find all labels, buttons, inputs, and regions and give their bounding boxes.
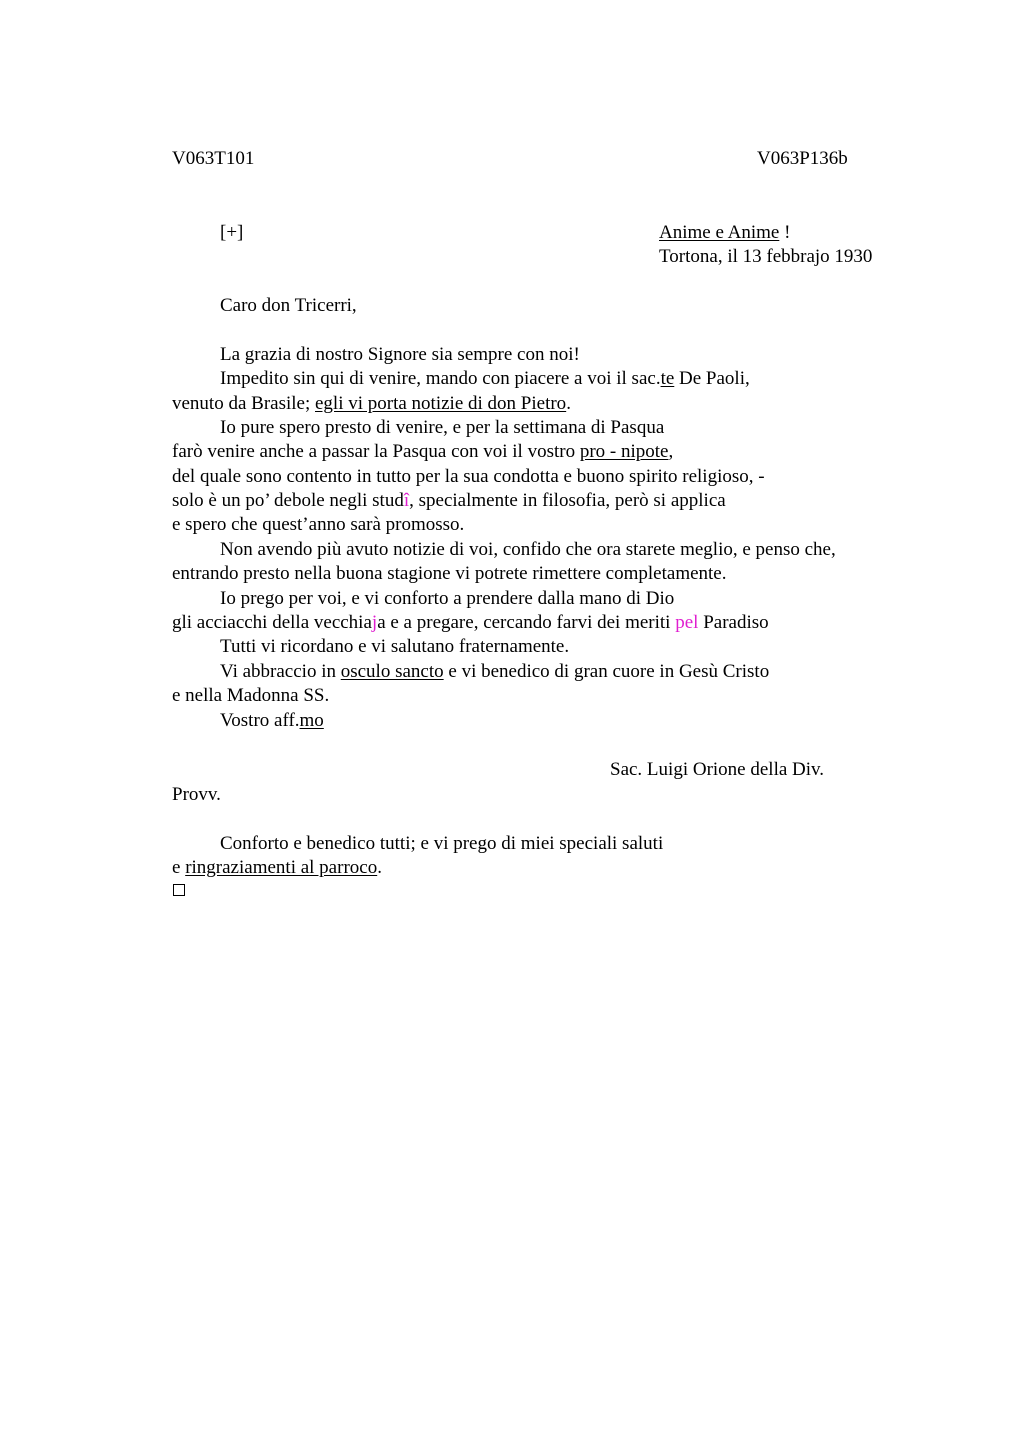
underlined-run: ringraziamenti al parroco xyxy=(185,857,378,878)
text-run: e vi benedico di gran cuore in Gesù Cristo xyxy=(443,661,770,682)
postscript-line-1: Conforto e benedico tutti; e vi prego di miei speciali saluti xyxy=(220,833,664,854)
body-line-8: e spero che quest’anno sarà promosso. xyxy=(172,514,465,535)
text-run: , specialmente in filosofia, però si applica xyxy=(409,490,726,511)
cross-mark: [+] xyxy=(220,222,244,243)
underlined-run: mo xyxy=(299,710,324,731)
text-run: e xyxy=(172,857,186,878)
place-date: Tortona, il 13 febbrajo 1930 xyxy=(659,246,873,267)
text-run: Impedito sin qui di venire, mando con piacere a voi il sac. xyxy=(220,368,661,389)
text-run: gli acciacchi della vecchia xyxy=(172,612,372,633)
text-run: Vostro aff. xyxy=(220,710,300,731)
body-line-14 xyxy=(220,660,769,684)
document-code-left: V063T101 xyxy=(172,148,255,169)
text-run: Paradiso xyxy=(698,612,769,633)
text-run: . xyxy=(377,857,382,878)
body-line-11: Io prego per voi, e vi conforto a prendere dalla mano di Dio xyxy=(220,588,675,609)
body-line-15: e nella Madonna SS. xyxy=(172,685,330,706)
end-square-icon xyxy=(173,884,185,896)
closing xyxy=(220,709,324,733)
body-line-13: Tutti vi ricordano e vi salutano fraternamente. xyxy=(220,636,570,657)
text-run: venuto da Brasile; xyxy=(172,393,315,414)
signature-continued: Provv. xyxy=(172,784,221,805)
text-run: Vi abbraccio in xyxy=(220,661,341,682)
postscript-line-2 xyxy=(172,856,382,880)
underlined-run: te xyxy=(660,368,675,389)
body-line-7 xyxy=(172,489,726,513)
text-run: solo è un po’ debole negli stud xyxy=(172,490,404,511)
text-run: farò venire anche a passar la Pasqua con voi il vostro xyxy=(172,441,580,462)
body-line-12 xyxy=(172,611,769,635)
text-run: a e a pregare, cercando farvi dei meriti xyxy=(377,612,676,633)
text-run: De Paoli, xyxy=(674,368,750,389)
body-line-6: del quale sono contento in tutto per la sua condotta e buono spirito religioso, - xyxy=(172,466,765,487)
document-code-right: V063P136b xyxy=(757,148,848,169)
body-line-9: Non avendo più avuto notizie di voi, confido che ora starete meglio, e penso che, xyxy=(220,539,836,560)
body-line-4: Io pure spero presto di venire, e per la settimana di Pasqua xyxy=(220,417,665,438)
salutation: Caro don Tricerri, xyxy=(220,295,357,316)
highlighted-run: pel xyxy=(675,612,699,633)
text-run: , xyxy=(668,441,674,462)
signature: Sac. Luigi Orione della Div. xyxy=(610,759,825,780)
underlined-run: pro - nipote xyxy=(579,441,669,462)
highlighted-run: î xyxy=(403,490,410,511)
body-line-3 xyxy=(172,392,571,416)
motto-text: Anime e Anime xyxy=(659,222,780,243)
motto-punct: ! xyxy=(779,222,791,243)
underlined-run: osculo sancto xyxy=(340,661,444,682)
highlighted-run: j xyxy=(371,612,378,633)
body-line-2 xyxy=(220,367,750,391)
body-line-5 xyxy=(172,440,673,464)
text-run: . xyxy=(566,393,571,414)
underlined-run: egli vi porta notizie di don Pietro xyxy=(315,393,567,414)
body-line-1: La grazia di nostro Signore sia sempre con noi! xyxy=(220,344,580,365)
body-line-10: entrando presto nella buona stagione vi potrete rimettere completamente. xyxy=(172,563,727,584)
motto xyxy=(659,221,790,245)
